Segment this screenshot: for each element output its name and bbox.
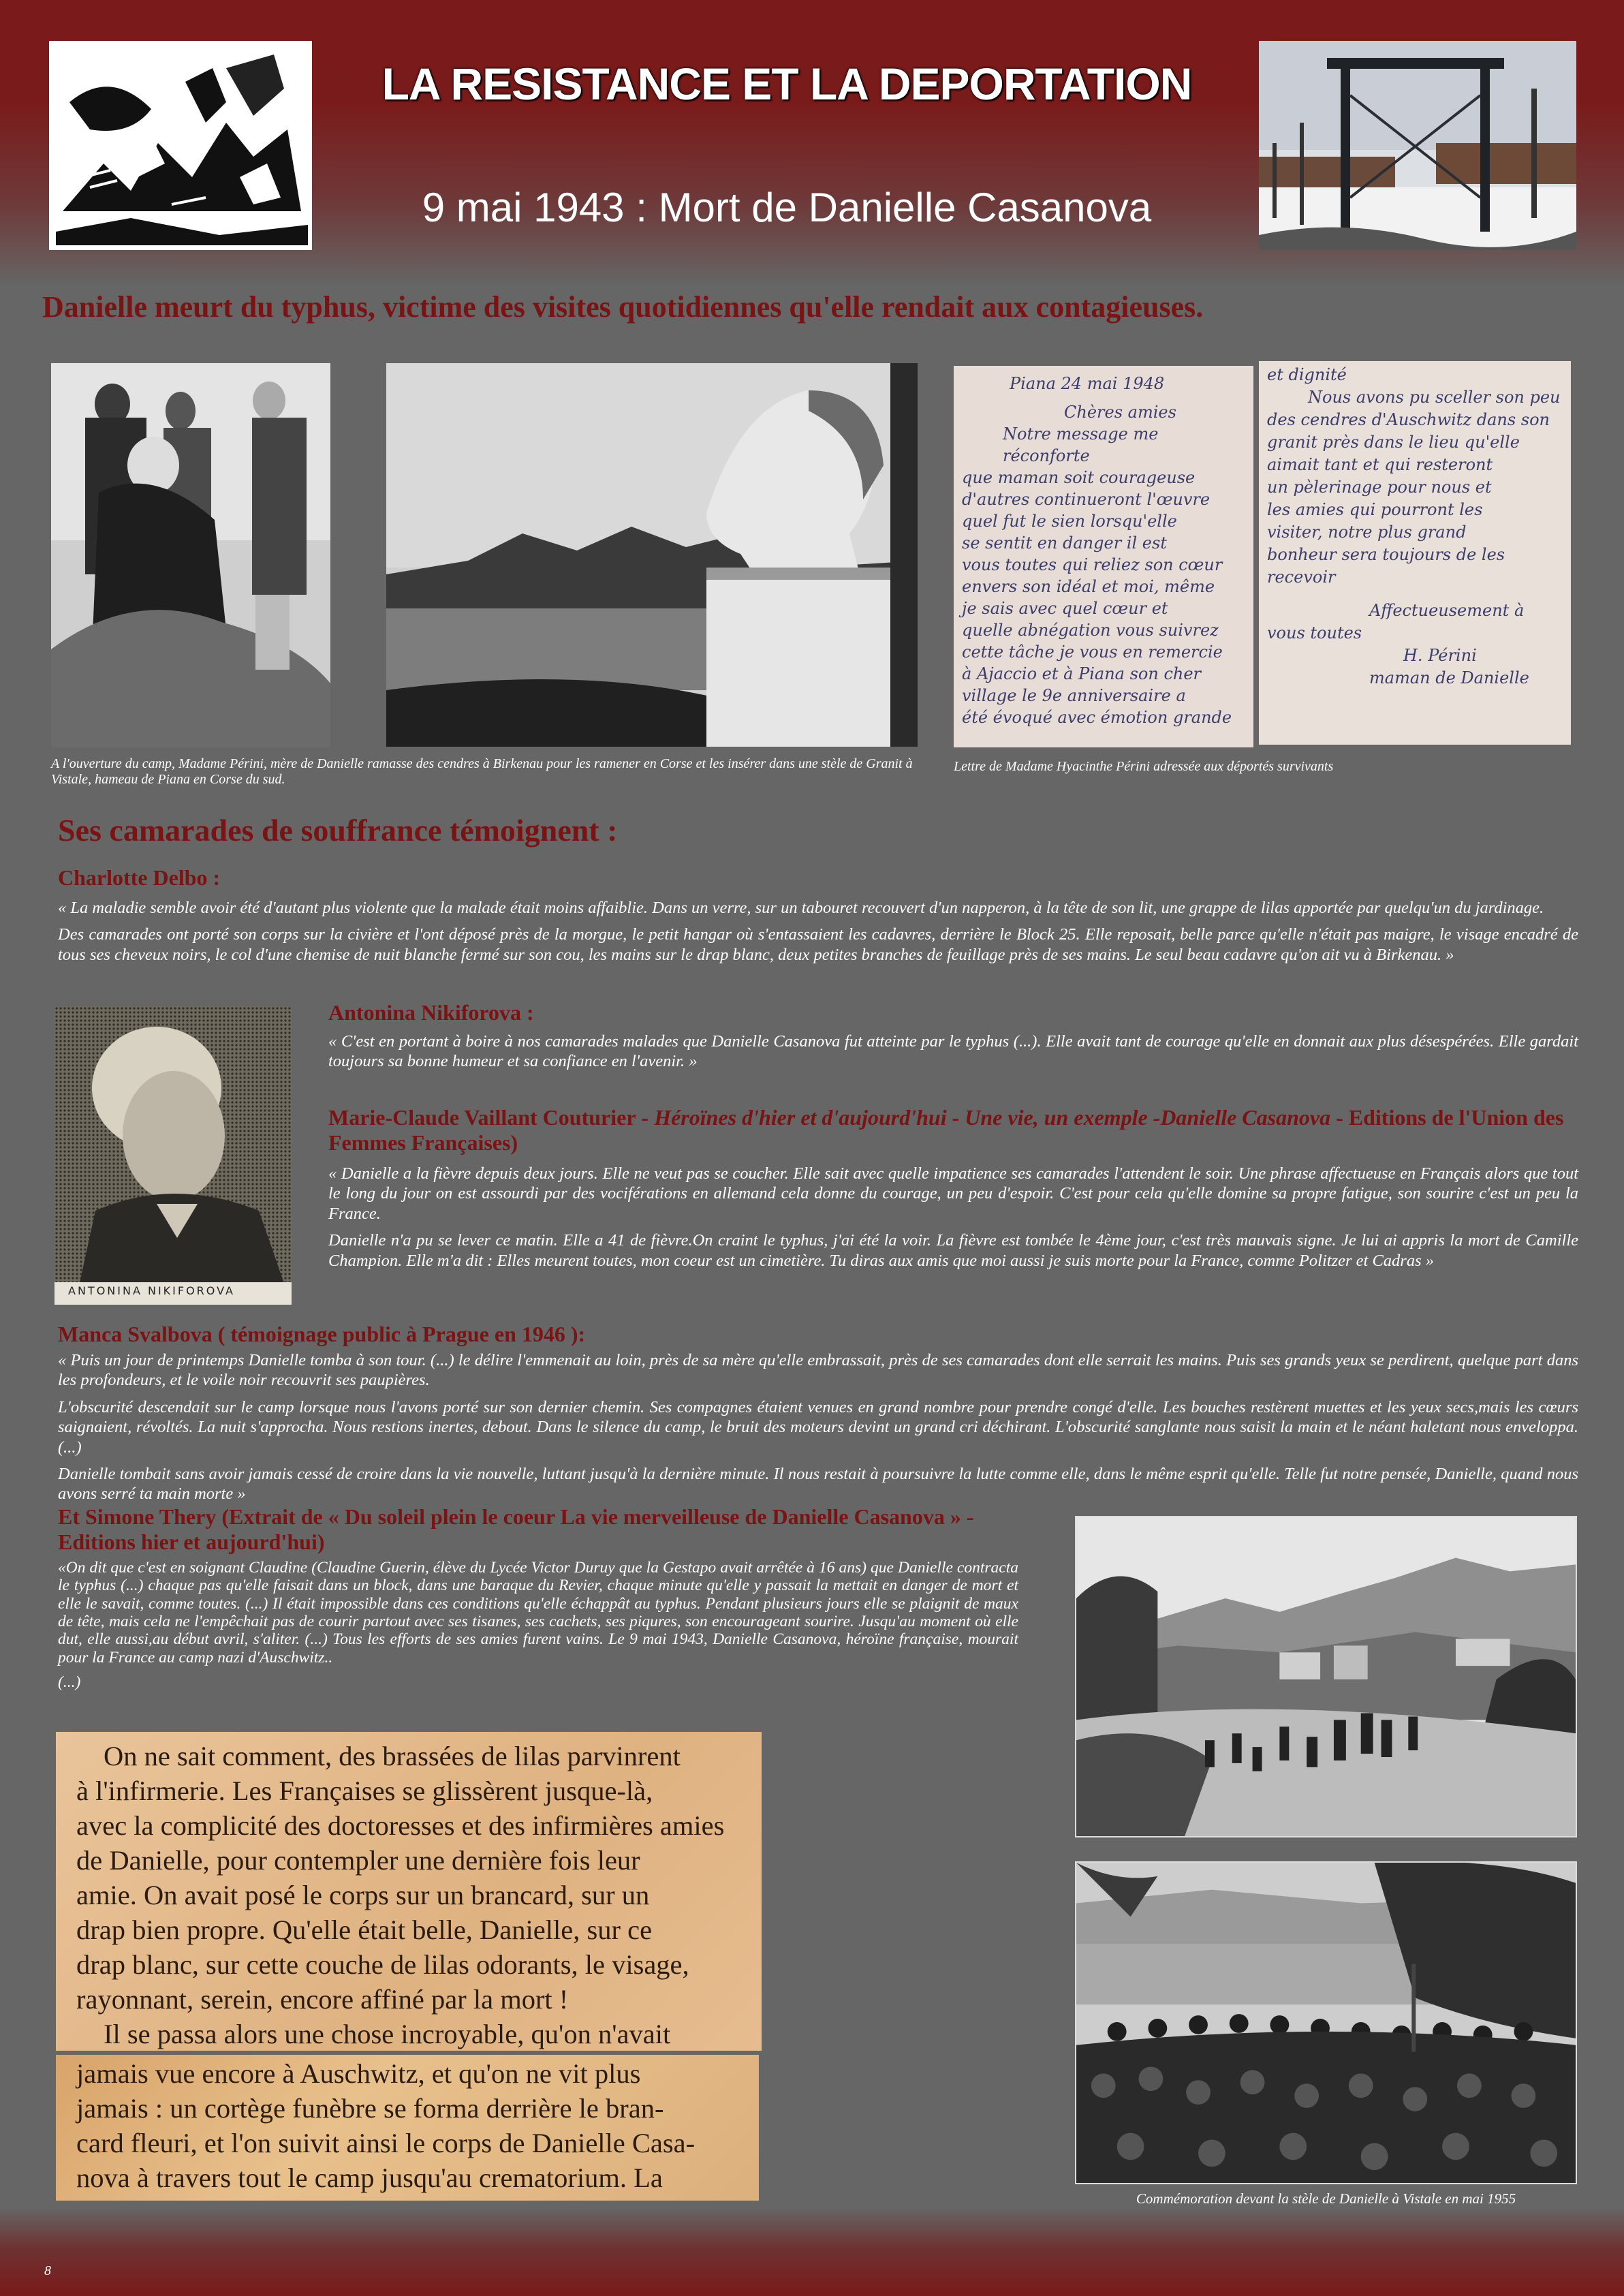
page-number: 8 — [44, 2263, 51, 2278]
page-title: LA RESISTANCE ET LA DEPORTATION — [381, 59, 1192, 109]
letter-line: Nous avons pu sceller son peu — [1308, 388, 1561, 407]
clipping-line: Il se passa alors une chose incroyable, qu'on n'avait — [104, 2019, 671, 2049]
portrait-caption: ANTONINA NIKIFOROVA — [68, 1284, 235, 1297]
vistale-village-photo — [1075, 1516, 1577, 1837]
svalbova-quote-p1: « Puis un jour de printemps Danielle tomba à son tour. (...) le délire l'emmenait au loin, près de sa mère qu'elle embrassait, près de ses camarades dont elle serrait les mains. Puis ses grands yeux se perdirent, quelque part dans les profondeurs, et le voile noir recouvrit ses paupières. — [58, 1351, 1578, 1390]
delbo-quote-p1: « La maladie semble avoir été d'autant plus violente que la malade était moins affaiblie. Dans un verre, sur un tabouret recouvert d'un napperon, à la tête de son lit, une grappe de lilas apportée par quelqu'un du jardinage. — [58, 899, 1544, 917]
clipping-line: jamais : un cortège funèbre se forma derrière le bran- — [76, 2093, 664, 2124]
letter-line: maman de Danielle — [1369, 668, 1529, 687]
letter-line: envers son idéal et moi, même — [962, 577, 1215, 596]
letter-line: Piana 24 mai 1948 — [1010, 374, 1165, 393]
handwritten-letter-page-2 — [1259, 361, 1571, 745]
letter-line: d'autres continueront l'œuvre — [962, 490, 1211, 509]
letter-line: Chères amies — [1064, 403, 1176, 422]
delbo-name: Charlotte Delbo : — [58, 865, 221, 890]
woodcut-illustration — [49, 41, 312, 250]
clipping-line: avec la complicité des doctoresses et des infirmières amies — [76, 1810, 725, 1841]
letter-line: village le 9e anniversaire a — [962, 686, 1186, 705]
letter-line: Affectueusement à — [1369, 601, 1525, 620]
letter-line: quel fut le sien lorsqu'elle — [962, 512, 1177, 531]
vaillant-sep: - — [636, 1105, 655, 1130]
handwritten-letter-page-1 — [954, 366, 1253, 747]
testimony-section-title: Ses camarades de souffrance témoignent : — [58, 813, 618, 848]
letter-line: à Ajaccio et à Piana son cher — [962, 664, 1202, 683]
clipping-line: On ne sait comment, des brassées de lilas parvinrent — [104, 1741, 681, 1771]
auschwitz-gate-photo — [1259, 41, 1576, 250]
letter-line: cette tâche je vous en remercie — [962, 642, 1223, 662]
letter-line: vous toutes qui reliez son cœur — [962, 555, 1223, 574]
clipping-line: rayonnant, serein, encore affiné par la mort ! — [76, 1984, 569, 2015]
letter-line: les amies qui pourront les — [1267, 500, 1483, 519]
svalbova-quote-p2: L'obscurité descendait sur le camp lorsque nous l'avons porté sur son dernier chemin. Ses compagnes étaient venues en grand nombre pour prendre congé d'elle. Les bouches restèrent muettes et les yeux secs,mais les cœurs saignaient, révoltés. La nuit s'approcha. Nous restions inertes, debout. Dans le silence du camp, le bruit des moteurs devint un grand cri déchirant. L'obscurité sanglante nous saisit la main et le néant haletant nous enveloppa. (...) — [58, 1397, 1578, 1457]
stele-bust-photo — [386, 363, 918, 747]
vaillant-source-publisher: - Editions de l'Union des Femmes Françaises) — [328, 1105, 1564, 1155]
clipping-line: jamais vue encore à Auschwitz, et qu'on ne vit plus — [76, 2058, 641, 2089]
vaillant-name — [328, 1105, 1578, 1155]
vaillant-quote-p2: Danielle n'a pu se lever ce matin. Elle a 41 de fièvre.On craint le typhus, j'ai été la voir. La fièvre est tombée le 4ème jour, c'est très mauvais signe. Je lui ai appris la mort de Camille Champion. Elle m'a dit : Elles meurent toutes, mon coeur est un cimetière. Tu diras aux amis que moi aussi je suis morte pour la France, comme Politzer et Cadras » — [328, 1231, 1578, 1270]
letter-line: se sentit en danger il est — [962, 533, 1167, 553]
ceremony-caption: Commémoration devant la stèle de Danielle à Vistale en mai 1955 — [1136, 2190, 1516, 2207]
commemoration-crowd-photo — [1075, 1861, 1577, 2184]
thery-quote — [58, 1559, 1018, 1698]
letter-line: Notre message me réconforte — [1003, 424, 1159, 465]
letter-line: recevoir — [1267, 568, 1336, 587]
clipping-line: amie. On avait posé le corps sur un brancard, sur un — [76, 1880, 650, 1910]
clipping-line: drap bien propre. Qu'elle était belle, Danielle, sur ce — [76, 1914, 653, 1945]
nikiforova-quote — [328, 1031, 1578, 1079]
clipping-line: de Danielle, pour contempler une dernière fois leur — [76, 1845, 640, 1876]
book-clipping-top — [56, 1732, 762, 2051]
burial-caption: A l'ouverture du camp, Madame Périni, mère de Danielle ramasse des cendres à Birkenau pour les ramener en Corse et les insérer dans une stèle de Granit à Vistale, hameau de Piana en Corse du sud. — [51, 756, 913, 787]
svalbova-quote — [58, 1350, 1578, 1511]
vaillant-quote — [328, 1164, 1578, 1277]
thery-name: Et Simone Thery (Extrait de « Du soleil plein le coeur La vie merveilleuse de Danielle Casanova » - Editions hier et aujourd'hui) — [58, 1504, 974, 1554]
letter-line: des cendres d'Auschwitz dans son — [1267, 410, 1550, 429]
clipping-line: drap blanc, sur cette couche de lilas odorants, le visage, — [76, 1949, 689, 1980]
clipping-line: à l'infirmerie. Les Françaises se glissèrent jusque-là, — [76, 1775, 653, 1806]
clipping-line: nova à travers tout le camp jusqu'au crematorium. La — [76, 2162, 663, 2193]
letter-line: été évoqué avec émotion grande — [962, 708, 1232, 727]
letter-line: quelle abnégation vous suivrez — [962, 621, 1219, 640]
letter-line: aimait tant et qui resteront — [1267, 455, 1493, 474]
letter-line: que maman soit courageuse — [962, 468, 1196, 487]
letter-line: vous toutes — [1267, 623, 1362, 642]
thery-quote-p2: (...) — [58, 1673, 81, 1691]
delbo-quote — [58, 898, 1578, 972]
nikiforova-name: Antonina Nikiforova : — [328, 1000, 534, 1025]
vaillant-quote-p1: « Danielle a la fièvre depuis deux jours. Elle ne veut pas se coucher. Elle sait avec quelle impatience ses camarades l'attendent le soir. Une phrase affectueuse en Français alors que tout le long du jour on est assourdi par des vociférations en allemand cela donne du courage, un peu d'espoir. C'est pour cela qu'elle domine sa propre fatigue, son sourire c'est un peu la France. — [328, 1164, 1578, 1223]
letter-caption: Lettre de Madame Hyacinthe Périni adressée aux déportés survivants — [954, 759, 1334, 774]
svalbova-quote-p3: Danielle tombait sans avoir jamais cessé de croire dans la vie nouvelle, luttant jusqu'à la dernière minute. Il nous restait à poursuivre la lutte comme elle, dans le même esprit qu'elle. Telle fut notre pensée, Danielle, quand nous avons serré ta main morte » — [58, 1464, 1578, 1504]
letter-line: granit près dans le lieu qu'elle — [1267, 433, 1520, 452]
antonina-portrait — [54, 1006, 292, 1305]
vaillant-author: Marie-Claude Vaillant Couturier — [328, 1105, 636, 1130]
vaillant-source-title: Héroïnes d'hier et d'aujourd'hui - Une vie, un exemple -Danielle Casanova — [654, 1105, 1331, 1130]
headline: Danielle meurt du typhus, victime des visites quotidiennes qu'elle rendait aux contagieuses. — [42, 290, 1204, 324]
svalbova-name: Manca Svalbova ( témoignage public à Prague en 1946 ): — [58, 1322, 586, 1346]
delbo-quote-p2: Des camarades ont porté son corps sur la civière et l'ont déposé près de la morgue, le petit hangar où s'entassaient les cadavres, derrière le Block 25. Elle reposait, belle parce qu'elle n'était pas maigre, le visage encadré de tous ses cheveux noirs, le col d'une chemise de nuit blanche fermé sur son cou, les mains sur le drap blanc, deux petites branches de feuillage près de ses mains. Le seul beau cadavre qu'on ait vu à Birkenau. » — [58, 925, 1578, 964]
letter-line: et dignité — [1267, 365, 1347, 384]
page-subtitle: 9 mai 1943 : Mort de Danielle Casanova — [422, 185, 1152, 230]
letter-line: visiter, notre plus grand — [1267, 523, 1467, 542]
letter-line: bonheur sera toujours de les — [1267, 545, 1505, 564]
letter-line: H. Périni — [1403, 646, 1477, 665]
ashes-at-birkenau-photo — [51, 363, 330, 747]
book-clipping-bottom — [56, 2055, 759, 2201]
clipping-line: card fleuri, et l'on suivit ainsi le corps de Danielle Casa- — [76, 2128, 696, 2158]
letter-line: un pèlerinage pour nous et — [1267, 478, 1492, 497]
thery-quote-p1: «On dit que c'est en soignant Claudine (Claudine Guerin, élève du Lycée Victor Duruy que la Gestapo avait arrêtée à 16 ans) que Danielle contracta le typhus (...) chaque pas qu'elle faisait dans un block, dans une baraque du Revier, chaque minute qu'elle y passait la mettait en danger de mort et elle le savait, comme toutes. (...) Il était impossible dans ces conditions qu'elle échappât au typhus. Pendant plusieurs jours elle se plaignit de maux de tête, mais cela ne l'empêchait pas de courir partout avec ses tisanes, ses cachets, ses piqures, son encourageant sourire. Jusqu'au moment où elle dut, elle aussi,au début avril, s'aliter. (...) Tous les efforts de ses amies furent vains. Le 9 mai 1943, Danielle Casanova, héroïne française, mourait pour la France au camp nazi d'Auschwitz.. — [58, 1559, 1018, 1666]
letter-line: je sais avec quel cœur et — [962, 599, 1168, 618]
nikiforova-quote-p1: « C'est en portant à boire à nos camarades malades que Danielle Casanova fut atteinte par le typhus (...). Elle avait tant de courage qu'elle en donnait aux plus désespérées. Elle gardait toujours sa bonne humeur et sa confiance en l'avenir. » — [328, 1032, 1578, 1071]
